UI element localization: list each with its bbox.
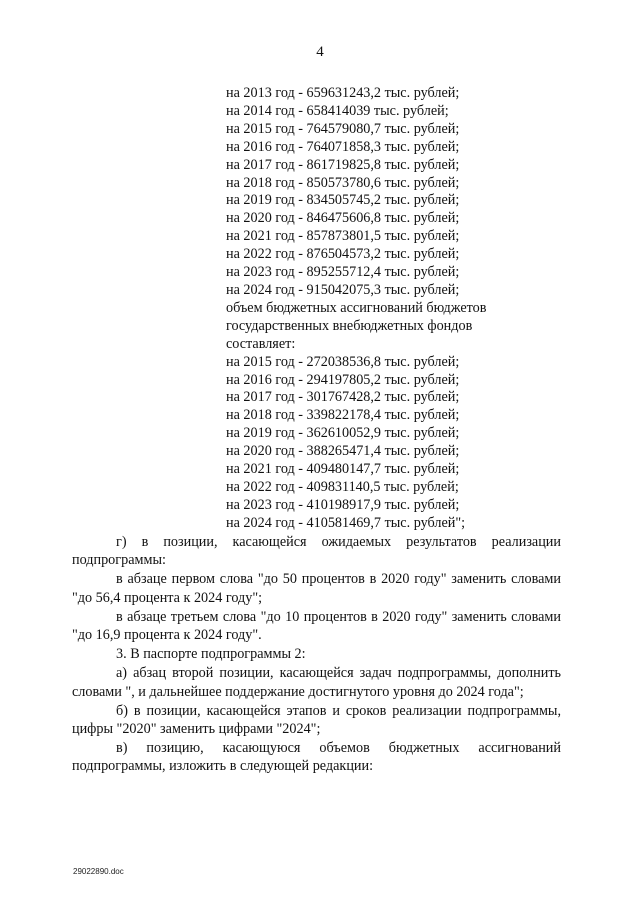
funding-line: на 2018 год - 339822178,4 тыс. рублей; [226,407,460,424]
amendment-paragraph: 3. В паспорте подпрограммы 2: [116,646,306,663]
funding-line: на 2023 год - 410198917,9 тыс. рублей; [226,496,460,513]
funding-intro-line: объем бюджетных ассигнований бюджетов [226,299,487,316]
funding-line: на 2022 год - 876504573,2 тыс. рублей; [226,246,460,263]
funding-line: на 2024 год - 915042075,3 тыс. рублей; [226,281,460,298]
funding-line: на 2020 год - 388265471,4 тыс. рублей; [226,443,460,460]
funding-intro-line: государственных внебюджетных фондов [226,317,473,334]
funding-line: на 2017 год - 861719825,8 тыс. рублей; [226,156,460,173]
funding-line: на 2014 год - 658414039 тыс. рублей; [226,102,449,119]
amendment-paragraph: г) в позиции, касающейся ожидаемых результатов реализации подпрограммы: [72,534,561,569]
funding-line: на 2017 год - 301767428,2 тыс. рублей; [226,389,460,406]
funding-line: на 2020 год - 846475606,8 тыс. рублей; [226,210,460,227]
funding-line: на 2022 год - 409831140,5 тыс. рублей; [226,478,459,495]
amendments-section [72,533,561,777]
funding-line: на 2016 год - 764071858,3 тыс. рублей; [226,138,460,155]
funding-line: на 2019 год - 834505745,2 тыс. рублей; [226,192,460,209]
funding-line: на 2024 год - 410581469,7 тыс. рублей"; [226,514,466,531]
funding-line: на 2021 год - 409480147,7 тыс. рублей; [226,461,460,478]
funding-line: на 2018 год - 850573780,6 тыс. рублей; [226,174,460,191]
funding-line: на 2021 год - 857873801,5 тыс. рублей; [226,228,460,245]
amendment-paragraph: в абзаце первом слова "до 50 процентов в 2020 году" заменить словами "до 56,4 процента к 2024 году"; [72,571,561,606]
amendment-paragraph: б) в позиции, касающейся этапов и сроков реализации подпрограммы, цифры "2020" заменить цифрами "2024"; [72,702,561,738]
funding-line: на 2016 год - 294197805,2 тыс. рублей; [226,371,460,388]
footer-file-name: 29022890.doc [73,867,124,876]
funding-line: на 2019 год - 362610052,9 тыс. рублей; [226,425,460,442]
funding-line: на 2015 год - 272038536,8 тыс. рублей; [226,353,460,370]
amendment-paragraph: в абзаце третьем слова "до 10 процентов в 2020 году" заменить словами "до 16,9 процента к 2024 году". [72,608,561,644]
funding-intro-line: составляет: [226,335,296,352]
funding-line: на 2013 год - 659631243,2 тыс. рублей; [226,85,460,101]
amendment-paragraph: в) позицию, касающуюся объемов бюджетных ассигнований подпрограммы, изложить в следующей редакции: [72,740,561,775]
funding-block [226,85,526,533]
funding-line: на 2023 год - 895255712,4 тыс. рублей; [226,264,460,281]
page-number: 4 [316,44,324,60]
amendment-paragraph: а) абзац второй позиции, касающейся задач подпрограммы, дополнить словами ", и дальнейшее поддержание достигнутого уровня до 2024 года"; [72,665,561,700]
funding-line: на 2015 год - 764579080,7 тыс. рублей; [226,120,460,137]
